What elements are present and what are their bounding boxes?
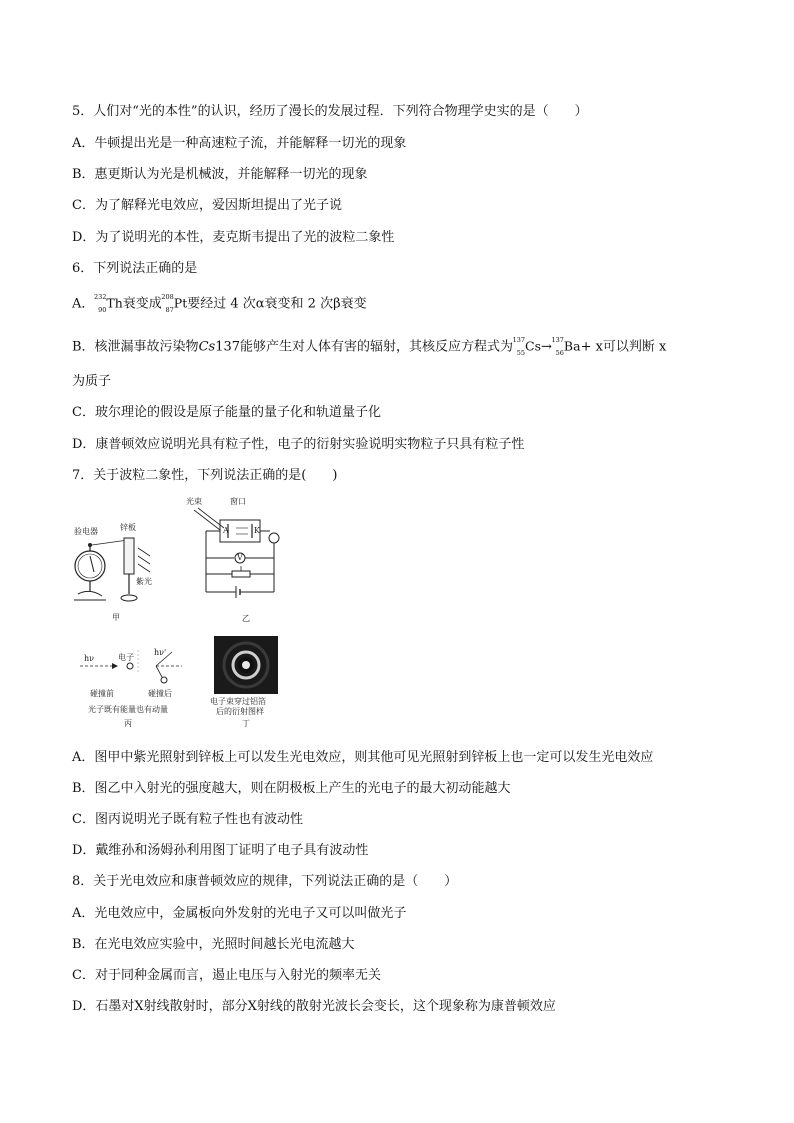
th-atomic-number: 90 [98,306,107,314]
q5-option-b: B．惠更斯认为光是机械波，并能解释一切光的现象 [72,167,368,182]
scattered-photon-label: hν' [154,648,167,657]
q6-b-tail: 可以判断 x [602,339,667,355]
q8-option-b: B．在光电效应实验中，光照时间越长光电流越大 [72,937,355,952]
pt-atomic-number: 87 [165,306,174,314]
q6-a-tail: 要经过 4 次α衰变和 2 次β衰变 [187,296,367,312]
electroscope-diagram [72,528,162,608]
q5-option-d: D．为了说明光的本性，麦克斯韦提出了光的波粒二象性 [72,230,395,245]
diffraction-note-line1: 电子束穿过铝箔 [210,697,266,706]
cs-symbol: Cs [525,338,542,354]
figure-bing-caption: 丙 [124,719,132,728]
cs-italic-symbol: Cs [198,339,216,355]
electroscope-label: 验电器 [74,527,98,536]
photon-hv-label: hν [84,654,95,663]
q7-option-c: C．图丙说明光子既有粒子性也有波动性 [72,812,303,827]
plus-x: + x [580,339,603,355]
q7-stem: 7．关于波粒二象性，下列说法正确的是( ) [72,468,338,483]
photoelectric-circuit-diagram [186,500,286,606]
q6-option-b [72,337,666,357]
q7-option-b: B．图乙中入射光的强度越大，则在阴极板上产生的光电子的最大初动能越大 [72,781,511,796]
cs-number: 137 [215,339,241,355]
photon-energy-momentum-note: 光子既有能量也有动量 [88,705,168,714]
ba-atomic-number: 56 [555,349,564,357]
pt-nuclide-numbers [162,294,174,314]
cs-nuclide-numbers [513,337,525,357]
q8-option-a: A．光电效应中，金属板向外发射的光电子又可以叫做光子 [72,906,407,921]
voltmeter-label: V [237,553,243,562]
q6-b-prefix: B．核泄漏事故污染物 [72,339,199,355]
th-mass-number: 232 [93,293,107,301]
q6-stem: 6．下列说法正确的是 [72,261,198,276]
figure-ding-caption: 丁 [242,719,250,728]
electron-label: 电子 [118,653,134,662]
electron-diffraction-pattern [214,636,278,694]
q6-option-a [72,294,367,314]
q7-option-d: D．戴维孙和汤姆孙利用图丁证明了电子具有波动性 [72,843,369,858]
anode-label: A [223,526,229,535]
cs-mass-number: 137 [512,336,526,344]
th-nuclide-numbers [94,294,106,314]
after-collision-label: 碰撞后 [148,689,172,698]
uv-light-label: 紫光 [136,577,152,586]
figure-jia-caption: 甲 [112,613,120,622]
zinc-plate-label: 锌板 [120,523,136,532]
figure-ding [210,636,278,732]
figure-bing [76,646,192,730]
q6-a-mid: 衰变成 [122,296,162,312]
ba-symbol: Ba [563,338,581,354]
q5-stem: 5．人们对“光的本性”的认识，经历了漫长的发展过程．下列符合物理学史实的是（ ） [72,104,588,119]
q7-option-a: A．图甲中紫光照射到锌板上可以发生光电效应，则其他可见光照射到锌板上也一定可以发生光电效应 [72,750,654,765]
ba-mass-number: 137 [551,336,564,344]
before-collision-label: 碰撞前 [90,689,114,698]
figure-jia [72,523,162,623]
q8-option-c: C．对于同种金属而言，遏止电压与入射光的频率无关 [72,968,381,983]
th-symbol: Th [106,295,123,311]
window-label: 窗口 [230,497,246,506]
pt-mass-number: 208 [161,293,174,301]
cathode-label: K [254,526,260,535]
figure-yi-caption: 乙 [242,614,250,623]
figure-yi [186,497,286,624]
q6-option-d: D．康普顿效应说明光具有粒子性，电子的衍射实验说明实物粒子只具有粒子性 [72,437,525,452]
q6-option-c: C．玻尔理论的假设是原子能量的量子化和轨道量子化 [72,405,381,420]
reaction-arrow: → [541,339,552,355]
light-beam-label: 光束 [186,497,202,506]
q6-option-b-continued: 为质子 [72,374,112,389]
q8-option-d: D．石墨对X射线散射时，部分X射线的散射光波长会变长，这个现象称为康普顿效应 [72,999,556,1014]
q5-option-c: C．为了解释光电效应，爱因斯坦提出了光子说 [72,198,342,213]
q8-stem: 8．关于光电效应和康普顿效应的规律，下列说法正确的是（ ） [72,874,458,889]
q6-a-prefix: A． [72,296,95,312]
cs-atomic-number: 55 [516,349,526,357]
ba-nuclide-numbers [552,337,564,357]
q6-b-mid: 能够产生对人体有害的辐射，其核反应方程式为 [240,339,514,355]
q5-option-a: A．牛顿提出光是一种高速粒子流，并能解释一切光的现象 [72,136,407,151]
diffraction-note-line2: 后的衍射图样 [216,707,264,716]
pt-symbol: Pt [173,295,188,311]
